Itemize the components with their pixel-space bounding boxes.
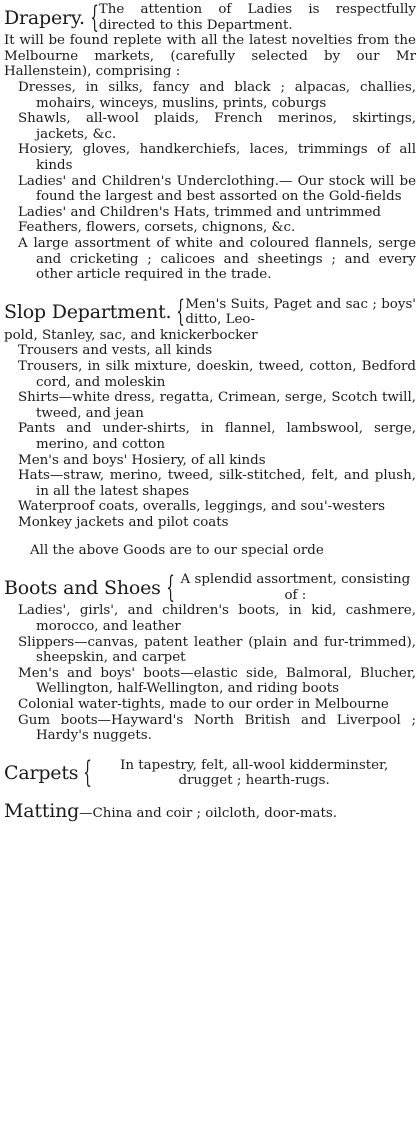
list-item: Dresses, in silks, fancy and black ; alpacas, challies, mohairs, winceys, muslins, prints, coburgs — [18, 79, 416, 111]
drapery-title: Drapery. — [4, 6, 85, 29]
drapery-section — [4, 2, 416, 283]
list-item: Monkey jackets and pilot coats — [18, 515, 229, 530]
slop-note: Men's Suits, Paget and sac ; boys' ditto, Leo- — [185, 296, 416, 328]
boots-title: Boots and Shoes — [4, 576, 161, 599]
list-item: Slippers—canvas, patent leather (plain and fur-trimmed), sheepskin, and carpet — [18, 634, 416, 666]
list-item: Waterproof coats, overalls, leggings, and sou'-westers — [18, 499, 386, 515]
drapery-header — [4, 2, 416, 33]
list-item: Pants and under-shirts, in flannel, lambswool, serge, merino, and cotton — [18, 421, 416, 453]
carpets-note: In tapestry, felt, all-wool kidderminster, drugget ; hearth-rugs. — [120, 757, 389, 789]
list-item: Gum boots—Hayward's North British and Liverpool ; Hardy's nuggets. — [18, 712, 416, 744]
brace-icon: { — [89, 0, 99, 35]
brace-icon: { — [83, 755, 93, 791]
carpets-section — [4, 755, 416, 791]
slop-header — [4, 294, 416, 330]
matting-title: Matting — [4, 799, 80, 822]
slop-title: Slop Department. — [4, 301, 172, 324]
carpets-title: Carpets — [4, 762, 79, 785]
boots-note: A splendid assortment, consisting of : — [180, 572, 411, 603]
drapery-note: The attention of Ladies is respectfully directed to this Department. — [98, 2, 416, 33]
carpets-header — [4, 755, 416, 791]
list-item: Feathers, flowers, corsets, chignons, &c. — [18, 220, 296, 236]
list-item: Men's and boys' boots—elastic side, Balmoral, Blucher, Wellington, half-Wellington, and riding boots — [18, 665, 416, 697]
list-item: Colonial water-tights, made to our order in Melbourne — [18, 696, 389, 712]
list-item: Hosiery, gloves, handkerchiefs, laces, trimmings of all kinds — [18, 142, 416, 173]
list-item: Trousers, in silk mixture, doeskin, tweed, cotton, Bedford cord, and moleskin — [18, 359, 416, 390]
list-item: Hats—straw, merino, tweed, silk-stitched, felt, and plush, in all the latest shapes — [18, 468, 416, 499]
brace-icon: { — [176, 294, 186, 330]
list-item: Trousers and vests, all kinds — [18, 343, 213, 359]
drapery-intro: It will be found replete with all the latest novelties from the Melbourne markets, (carefully selected by our Mr Hallenstein), comprising : — [4, 33, 416, 80]
slop-section — [4, 294, 416, 559]
slop-note-continued: pold, Stanley, sac, and knickerbocker — [4, 327, 258, 343]
boots-section — [4, 569, 416, 744]
list-item: Ladies' and Children's Hats, trimmed and untrimmed — [18, 204, 381, 220]
brace-icon: { — [165, 569, 175, 605]
list-item: Ladies', girls', and children's boots, in kid, cashmere, morocco, and leather — [18, 603, 416, 634]
list-item: Men's and boys' Hosiery, of all kinds — [18, 452, 266, 468]
slop-footer: All the above Goods are to our special orde — [30, 542, 324, 558]
boots-header — [4, 569, 416, 605]
matting-section — [4, 801, 416, 822]
list-item: A large assortment of white and coloured flannels, serge and cricketing ; calicoes and sheetings ; and every other article required in the trade. — [18, 235, 416, 283]
list-item: Shawls, all-wool plaids, French merinos, skirtings, jackets, &c. — [18, 111, 416, 142]
matting-text: —China and coir ; oilcloth, door-mats. — [79, 805, 338, 821]
list-item: Shirts—white dress, regatta, Crimean, serge, Scotch twill, tweed, and jean — [18, 390, 416, 421]
list-item: Ladies' and Children's Underclothing.— Our stock will be found the largest and best assorted on the Gold-fields — [18, 173, 416, 205]
